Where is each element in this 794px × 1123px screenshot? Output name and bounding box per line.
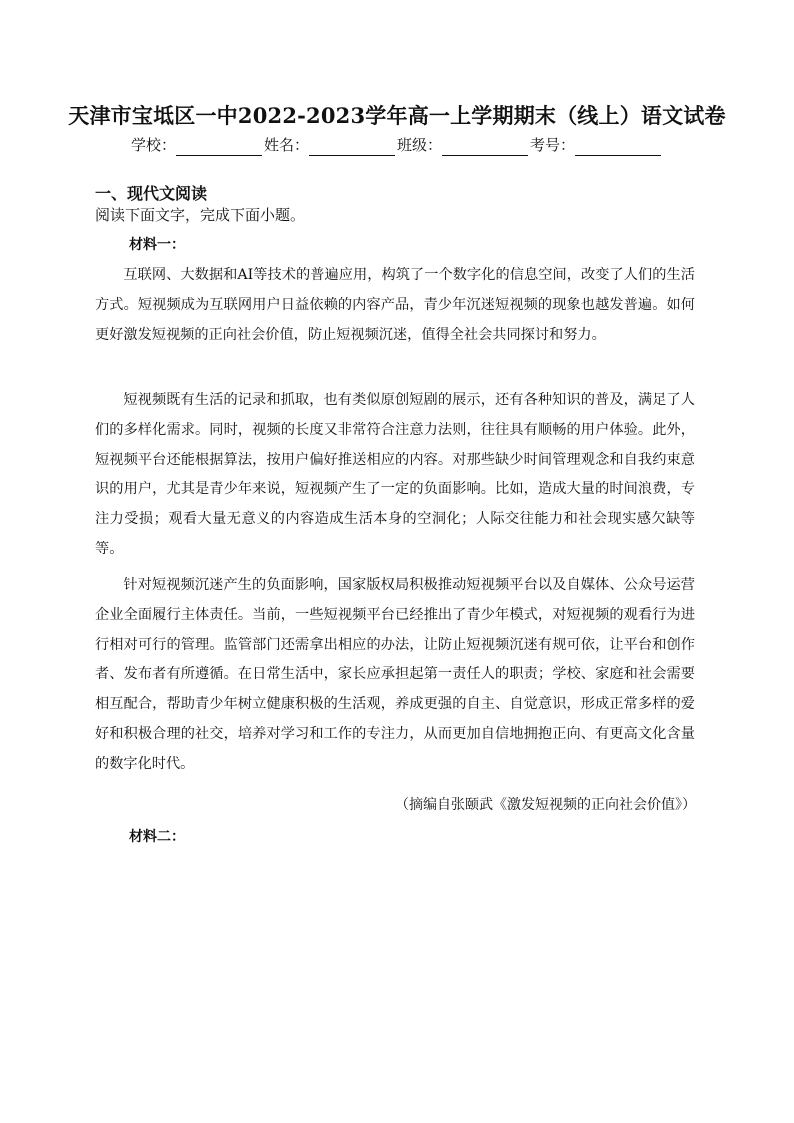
exam-number-label: 考号： [530,136,576,154]
page-title: 天津市宝坻区一中2022-2023学年高一上学期期末（线上）语文试卷 [68,103,726,128]
section-heading: 一、现代文阅读 [95,184,208,203]
school-label: 学校： [130,136,176,154]
exam-number-field [530,134,663,156]
school-field [131,134,264,156]
section-instruction: 阅读下面文字，完成下面小题。 [95,206,306,224]
class-field [397,134,530,156]
material-two-label: 材料二： [129,829,185,845]
material-one-paragraph-2: 短视频既有生活的记录和抓取，也有类似原创短剧的展示，还有各种知识的普及，满足了人们的多样化需求。同时，视频的长度又非常符合注意力法则，往往具有顺畅的用户体验。此外，短视频平台还能根据算法，按用户偏好推送相应的内容。对那些缺少时间管理观念和自我约束意识的用户，尤其是青少年来说，短视频产生了一定的负面影响。比如，造成大量的时间浪费，专注力受损；观看大量无意义的内容造成生活本身的空洞化；人际交往能力和社会现实感欠缺等等。 [95,392,695,557]
material-one-paragraph-1: 互联网、大数据和AI等技术的普遍应用，构筑了一个数字化的信息空间，改变了人们的生活方式。短视频成为互联网用户日益依赖的内容产品，青少年沉迷短视频的现象也越发普遍。如何更好激发短视频的正向社会价值，防止短视频沉迷，值得全社会共同探讨和努力。 [95,267,695,343]
name-blank[interactable] [309,137,395,156]
name-label: 姓名： [263,136,309,154]
material-one-label: 材料一： [129,237,185,253]
material-one-source: （摘编自张颐武《激发短视频的正向社会价值》） [395,797,696,813]
material-one-paragraph-3: 针对短视频沉迷产生的负面影响，国家版权局积极推动短视频平台以及自媒体、公众号运营企业全面履行主体责任。当前，一些短视频平台已经推出了青少年模式，对短视频的观看行为进行相对可行的管理。监管部门还需拿出相应的办法，让防止短视频沉迷有规可依，让平台和创作者、发布者有所遵循。在日常生活中，家长应承担起第一责任人的职责；学校、家庭和社会需要相互配合，帮助青少年树立健康积极的生活观，养成更强的自主、自觉意识，形成正常多样的爱好和积极合理的社交，培养对学习和工作的专注力，从而更加自信地拥抱正向、有更高文化含量的数字化时代。 [95,577,695,772]
student-info-row [0,134,794,156]
school-blank[interactable] [176,137,262,156]
exam-number-blank[interactable] [575,137,661,156]
name-field [264,134,397,156]
class-blank[interactable] [442,137,528,156]
class-label: 班级： [397,136,443,154]
